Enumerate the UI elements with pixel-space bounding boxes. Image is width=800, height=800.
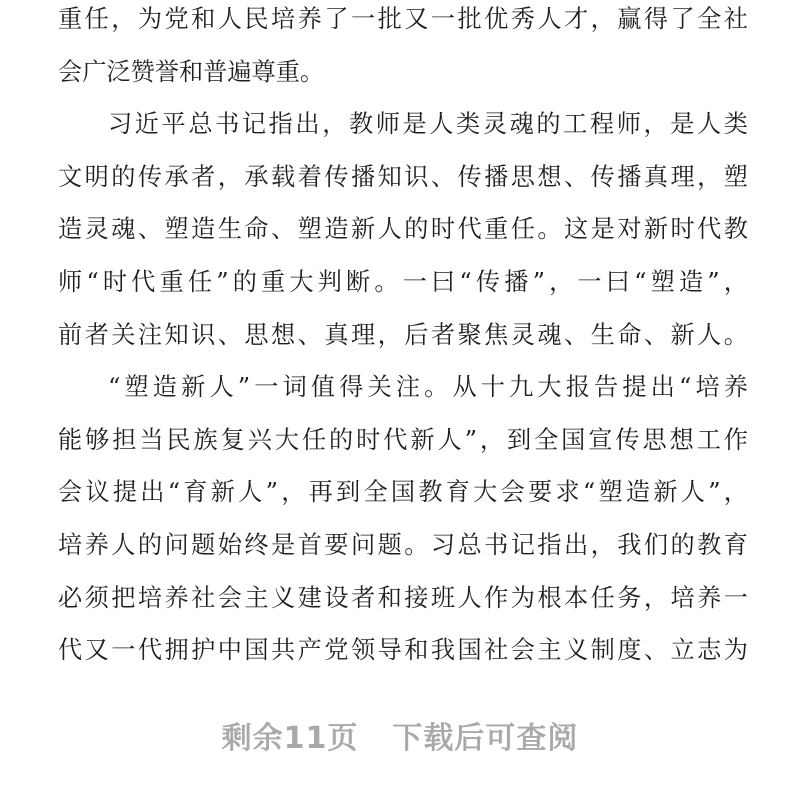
text-line: 能够担当民族复兴大任的时代新人”，到全国宣传思想工作 — [58, 425, 748, 454]
download-prompt[interactable] — [0, 713, 800, 757]
text-line: 重任，为党和人民培养了一批又一批优秀人才，赢得了全社 — [58, 5, 748, 33]
text-line: 前者关注知识、思想、真理，后者聚焦灵魂、生命、新人。 — [58, 320, 748, 349]
document-body — [58, 0, 748, 677]
text-line: 会议提出“育新人”，再到全国教育大会要求“塑造新人”， — [58, 478, 748, 507]
text-line: 师“时代重任”的重大判断。一曰“传播”，一曰“塑造”， — [58, 267, 748, 296]
download-to-read-label: 下载后可查阅 — [392, 721, 579, 756]
remaining-pages-label: 剩余11页 — [221, 721, 359, 756]
paragraph-start-line: “塑造新人”一词值得关注。从十九大报告提出“培养 — [108, 373, 748, 402]
paragraph-start-line: 习近平总书记指出，教师是人类灵魂的工程师，是人类 — [108, 110, 748, 139]
text-line: 代又一代拥护中国共产党领导和我国社会主义制度、立志为 — [58, 636, 748, 665]
text-line: 造灵魂、塑造生命、塑造新人的时代重任。这是对新时代教 — [58, 215, 748, 244]
text-line: 必须把培养社会主义建设者和接班人作为根本任务，培养一 — [58, 583, 748, 612]
text-line: 会广泛赞誉和普遍尊重。 — [58, 57, 325, 86]
text-line: 文明的传承者，承载着传播知识、传播思想、传播真理，塑 — [58, 162, 748, 191]
text-line: 培养人的问题始终是首要问题。习总书记指出，我们的教育 — [58, 530, 748, 559]
